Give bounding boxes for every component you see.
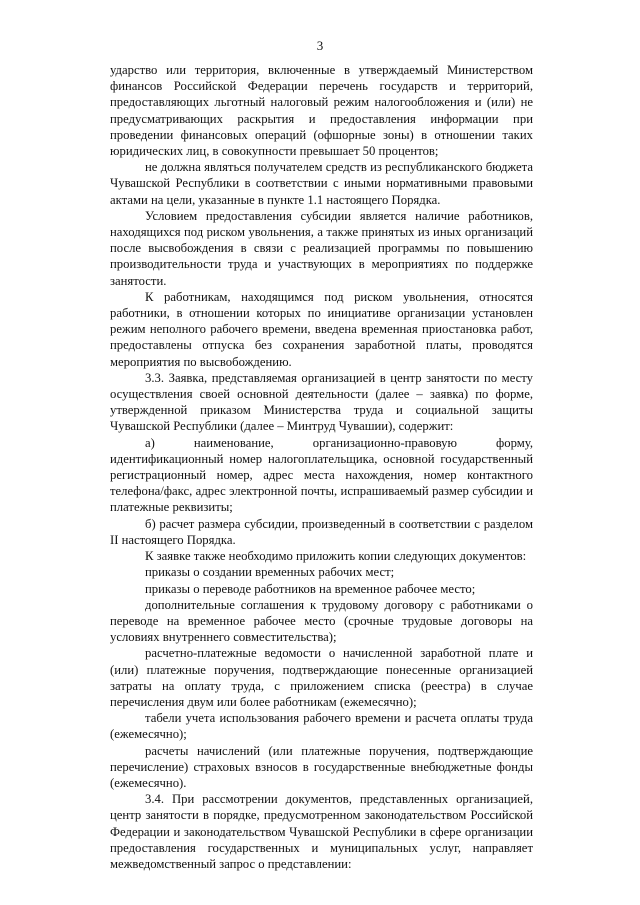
paragraph: а) наименование, организационно-правовую форму, идентификационный номер налогоплательщика, основной государственный регистрационный номер, адрес места нахождения, номер контактного телефона/факс, адрес электронной почты, испрашиваемый размер субсидии и платежные реквизиты; [110,435,533,515]
paragraph: расчеты начислений (или платежные поручения, подтверждающие перечисление) страховых взносов в государственные внебюджетные фонды (ежемесячно). [110,743,533,790]
paragraph: б) расчет размера субсидии, произведенный в соответствии с разделом II настоящего Порядка. [110,516,533,547]
paragraph: расчетно-платежные ведомости о начисленной заработной плате и (или) платежные поручения, подтверждающие понесенные организацией затраты на оплату труда, с приложением списка (реестра) в случае перечисления двум или более работникам (ежемесячно); [110,646,533,709]
paragraph: 3.4. При рассмотрении документов, представленных организацией, центр занятости в порядке, предусмотренном законодательством Российской Федерации и законодательством Чувашской Республики в сфере организации предоставления государственных и муниципальных услуг, направляет межведомственный запрос о представлении: [110,792,533,871]
paragraph: дополнительные соглашения к трудовому договору с работниками о переводе на временное рабочее место (срочные трудовые договоры на условиях внутреннего совместительства); [110,597,533,645]
paragraph: К работникам, находящимся под риском увольнения, относятся работники, в отношении которых по инициативе организации установлен режим неполного рабочего времени, введена временная приостановка работ, предоставлены отпуска без сохранения заработной платы, проводятся мероприятия по высвобождению. [110,289,533,369]
page-number: 3 [316,38,324,53]
paragraph: 3.3. Заявка, представляемая организацией в центр занятости по месту осуществления своей основной деятельности (далее – заявка) по форме, утвержденной приказом Министерства труда и социальной защиты Чувашской Республики (далее – Минтруд Чувашии), содержит: [110,370,533,434]
paragraph: табели учета использования рабочего времени и расчета оплаты труда (ежемесячно); [110,711,533,742]
paragraph: Условием предоставления субсидии является наличие работников, находящихся под риском увольнения, а также принятых из иных организаций после высвобождения в связи с реализацией программы по повышению производительности труда и участвующих в мероприятиях по поддержке занятости. [110,208,533,288]
paragraph: приказы о переводе работников на временное рабочее место; [145,581,476,596]
paragraph: приказы о создании временных рабочих мест; [145,565,395,580]
paragraph: не должна являться получателем средств из республиканского бюджета Чувашской Республики в соответствии с иными нормативными правовыми актами на цели, указанные в пункте 1.1 настоящего Порядка. [110,160,533,207]
paragraph: К заявке также необходимо приложить копии следующих документов: [145,549,527,564]
document-body [110,62,533,872]
paragraph: ударство или территория, включенные в утверждаемый Министерством финансов Российской Федерации перечень государств и территорий, предоставляющих льготный налоговый режим налогообложения и (или) не предусматривающих раскрытия и предоставления информации при проведении финансовых операций (офшорные зоны) в отношении таких юридических лиц, в совокупности превышает 50 процентов; [110,63,533,159]
